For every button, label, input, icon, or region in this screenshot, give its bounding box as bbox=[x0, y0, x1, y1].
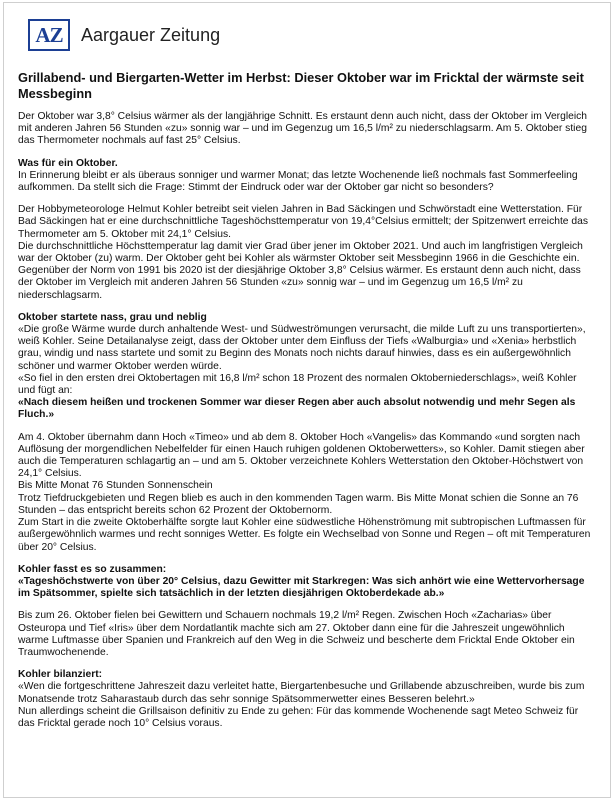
article-headline: Grillabend- und Biergarten-Wetter im Herbst: Dieser Oktober war im Fricktal der wärmste seit Messbeginn bbox=[18, 70, 584, 101]
paragraph: «Wen die fortgeschrittene Jahreszeit dazu verleitet hatte, Biergartenbesuche und Grillabende abzuschreiben, wurde bis zum Monatsende trotz Saharastaub durch das sehr sonnige Spätsommerwetter eines Besseren belehrt.» bbox=[18, 681, 585, 705]
paragraph: Der Hobbymeteorologe Helmut Kohler betreibt seit vielen Jahren in Bad Säckingen und Schwörstadt eine Wetterstation. Für Bad Säckingen hat er eine durchschnittliche Tageshöchsttemperatur von 19,4°Celsius ermittelt; der Spitzenwert erreichte das Thermometer am 5. Oktober mit 24,1° Celsius. bbox=[18, 204, 588, 240]
paragraph: Zum Start in die zweite Oktoberhälfte sorgte laut Kohler eine südwestliche Höhenströmung mit subtropischen Luftmassen für außergewöhnlich warmes und recht sonniges Wetter. Es folgte ein Wechselbad von Sonne und Regen – oft mit Temperaturen über 20° Celsius. bbox=[18, 517, 591, 553]
pull-quote: «Tageshöchstwerte von über 20° Celsius, dazu Gewitter mit Starkregen: Was sich anhört wie eine Wettervorhersage im Spätsommer, spielte sich tatsächlich in der letzten diesjährigen Oktoberdekade ab.» bbox=[18, 575, 585, 600]
paragraph: «Die große Wärme wurde durch anhaltende West- und Südweströmungen verursacht, die milde Luft zu uns transportierten», weiß Kohler. Seine Detailanalyse zeigt, dass der Oktober unter dem Einfluss der Tiefs «Walburgia» und «Xenia» herbstlich grau, windig und nass startete und somit zu Beginn des Monats noch nichts darauf hinwies, dass es ein außergewöhnlich schöner und warmer Oktober werden würde. bbox=[18, 324, 586, 372]
section-heading: Kohler bilanziert: bbox=[18, 669, 103, 681]
paragraph: Am 4. Oktober übernahm dann Hoch «Timeo» und ab dem 8. Oktober Hoch «Vangelis» das Kommando «und sorgten nach Auflösung der morgendlichen Nebelfelder für einen Hauch ruhigen goldenen Oktoberwetters», so Kohler. Damit stiegen aber auch die Temperaturen schlagartig an – und am 5. Oktober verzeichnete Kohlers Wetterstation den Oktober-Höchstwert von 24,1° Celsius. bbox=[18, 431, 585, 480]
article bbox=[18, 70, 594, 740]
pull-quote: «Nach diesem heißen und trockenen Sommer war dieser Regen aber auch absolut notwendig und mehr Segen als Fluch.» bbox=[18, 397, 576, 421]
paragraph: «So fiel in den ersten drei Oktobertagen mit 16,8 l/m² schon 18 Prozent des normalen Oktoberniederschlags», weiß Kohler und fügt an: bbox=[18, 372, 577, 397]
paragraph: Trotz Tiefdruckgebieten und Regen blieb es auch in den kommenden Tagen warm. Bis Mitte Monat schien die Sonne an 76 Stunden – das entspricht bereits schon 62 Prozent der Oktobernorm. bbox=[18, 492, 579, 516]
section-heading: Kohler fasst es so zusammen: bbox=[18, 563, 167, 575]
section-1 bbox=[18, 158, 594, 195]
article-intro: Der Oktober war 3,8° Celsius wärmer als der langjährige Schnitt. Es erstaunt denn auch nicht, dass der Oktober im Vergleich mit anderen Jahren 56 Stunden «zu» sonnig war – und im Gegenzug um 16,5 l/m² zu niederschlagsarm. Am 5. Oktober stieg das Thermometer nochmals auf fast 25° Celsius. bbox=[18, 111, 587, 147]
paragraph-gewitter: Bis zum 26. Oktober fielen bei Gewittern und Schauern nochmals 19,2 l/m² Regen. Zwischen Hoch «Zacharias» über Osteuropa und Tief «Iris» über dem Nordatlantik machte sich am 27. Oktober dann eine für die Jahreszeit ungewöhnlich warme Luftmasse über Spanien und Frankreich auf den Weg in die Schweiz und bescherte dem Fricktal Ende Oktober ein Traumwochenende. bbox=[18, 610, 575, 658]
section-hoch bbox=[18, 432, 594, 554]
section-3 bbox=[18, 564, 594, 601]
section-heading: Was für ein Oktober. bbox=[18, 157, 118, 169]
newspaper-name: Aargauer Zeitung bbox=[81, 24, 221, 45]
section-4 bbox=[18, 669, 594, 730]
paragraph: Nun allerdings scheint die Grillsaison definitiv zu Ende zu gehen: Für das kommende Wochenende sagt Meteo Schweiz für das Fricktal gerade noch 10° Celsius voraus. bbox=[18, 705, 579, 729]
masthead bbox=[28, 18, 220, 52]
section-hobbymeteorologe bbox=[18, 204, 594, 302]
paragraph: Die durchschnittliche Höchsttemperatur lag damit vier Grad über jener im Oktober 2021. Und auch im langfristigen Vergleich war der Oktober (zu) warm. Der Oktober geht bei Kohler als wärmster Oktober seit Messbeginn 1966 in die Geschichte ein. Gegenüber der Norm von 1991 bis 2020 ist der diesjährige Oktober 3,8° Celsius wärmer. Es erstaunt denn auch nicht, dass der Oktober im Vergleich mit anderen Jahren 56 Stunden «zu» sonnig war – und im Gegenzug um 16,5 l/m² zu niederschlagsarm. bbox=[18, 240, 583, 301]
paragraph: Bis Mitte Monat 76 Stunden Sonnenschein bbox=[18, 480, 213, 492]
paragraph: In Erinnerung bleibt er als überaus sonniger und warmer Monat; das letzte Wochenende ließ nochmals fast Sommerfeeling aufkommen. Da stellt sich die Frage: Stimmt der Eindruck oder war der Oktober gar nicht so besonders? bbox=[18, 169, 578, 194]
section-2 bbox=[18, 312, 594, 422]
section-heading: Oktober startete nass, grau und neblig bbox=[18, 311, 207, 323]
az-logo: AZ bbox=[28, 19, 70, 51]
